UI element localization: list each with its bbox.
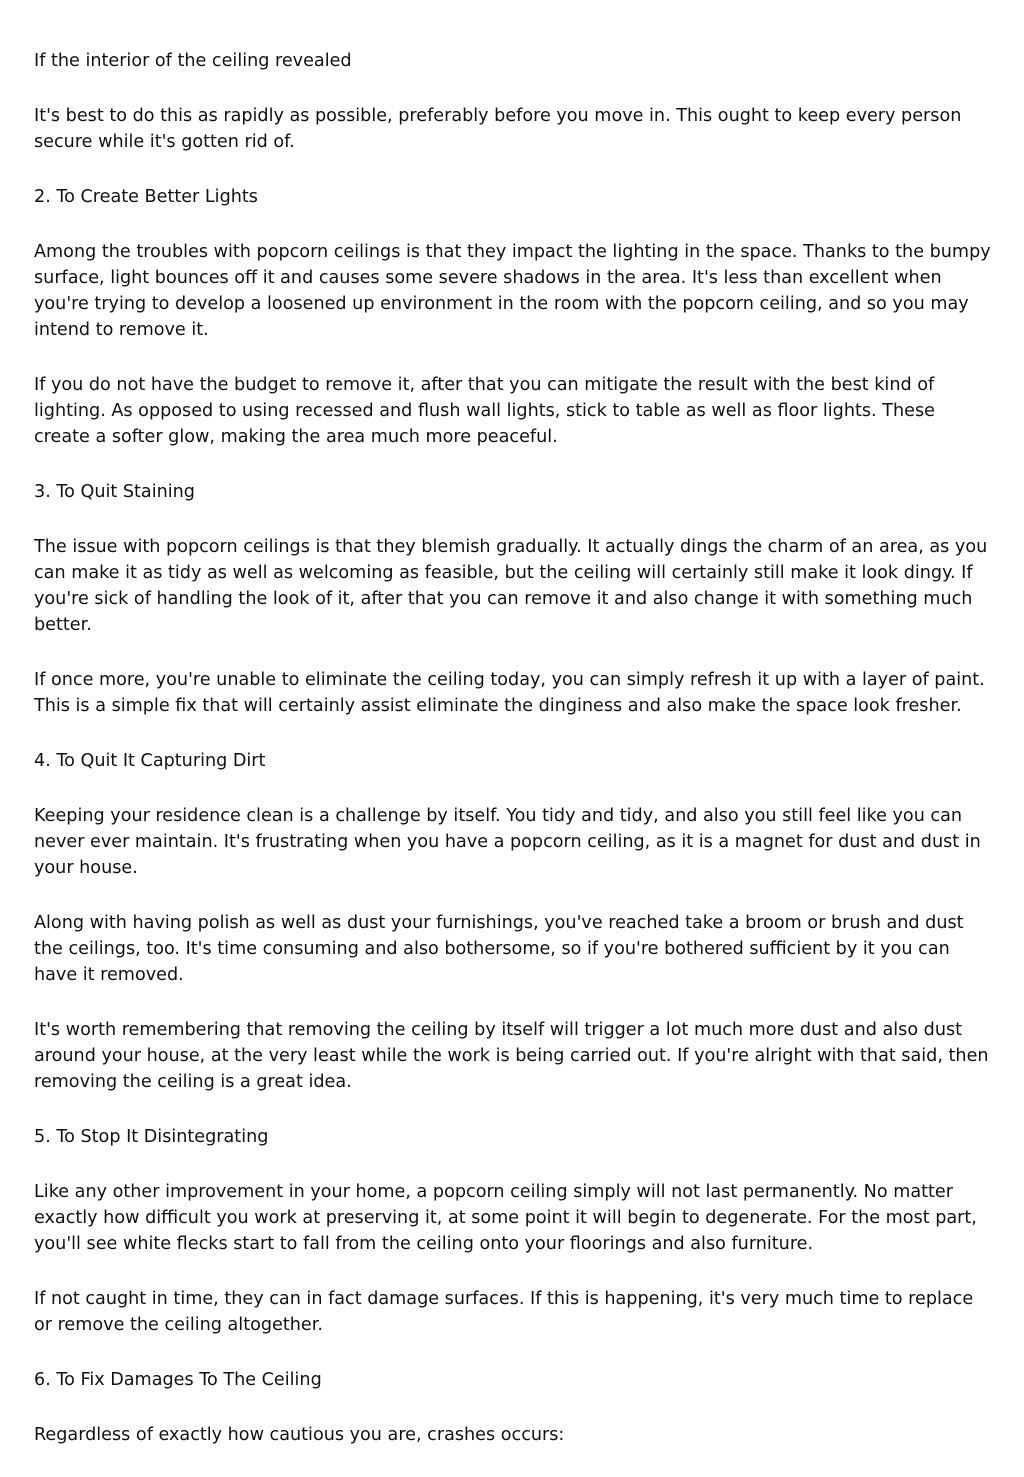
section-heading: 5. To Stop It Disintegrating bbox=[34, 1127, 269, 1147]
paragraph: If once more, you're unable to eliminate the ceiling today, you can simply refresh it up with a layer of paint. This is a simple fix that will certainly assist eliminate the dinginess and also make the space look fresher. bbox=[34, 670, 985, 716]
section-heading: 3. To Quit Staining bbox=[34, 482, 195, 502]
paragraph: Along with having polish as well as dust your furnishings, you've reached take a broom or brush and dust the ceilings, too. It's time consuming and also bothersome, so if you're bothered sufficient by it you can have it removed. bbox=[34, 913, 964, 985]
paragraph: Like any other improvement in your home, a popcorn ceiling simply will not last permanently. No matter exactly how difficult you work at preserving it, at some point it will begin to degenerate. For the most part, you'll see white flecks start to fall from the ceiling onto your floorings and also furniture. bbox=[34, 1182, 977, 1254]
paragraph: Regardless of exactly how cautious you are, crashes occurs: bbox=[34, 1425, 565, 1445]
document-body bbox=[34, 48, 994, 1477]
paragraph: If you do not have the budget to remove it, after that you can mitigate the result with the best kind of lighting. As opposed to using recessed and flush wall lights, stick to table as well as floor lights. These create a softer glow, making the area much more peaceful. bbox=[34, 375, 935, 447]
paragraph-intro-fragment: If the interior of the ceiling revealed bbox=[34, 51, 352, 71]
paragraph: The issue with popcorn ceilings is that they blemish gradually. It actually dings the charm of an area, as you can make it as tidy as well as welcoming as feasible, but the ceiling will certainly still make it look dingy. If you're sick of handling the look of it, after that you can remove it and also change it with something much better. bbox=[34, 537, 988, 635]
paragraph: If not caught in time, they can in fact damage surfaces. If this is happening, it's very much time to replace or remove the ceiling altogether. bbox=[34, 1289, 974, 1335]
paragraph: It's best to do this as rapidly as possible, preferably before you move in. This ought to keep every person secure while it's gotten rid of. bbox=[34, 106, 962, 152]
section-heading: 2. To Create Better Lights bbox=[34, 187, 258, 207]
paragraph: Keeping your residence clean is a challenge by itself. You tidy and tidy, and also you still feel like you can never ever maintain. It's frustrating when you have a popcorn ceiling, as it is a magnet for dust and dust in your house. bbox=[34, 806, 981, 878]
paragraph: It's worth remembering that removing the ceiling by itself will trigger a lot much more dust and also dust around your house, at the very least while the work is being carried out. If you're alright with that said, then removing the ceiling is a great idea. bbox=[34, 1020, 989, 1092]
section-heading: 6. To Fix Damages To The Ceiling bbox=[34, 1370, 322, 1390]
section-heading: 4. To Quit It Capturing Dirt bbox=[34, 751, 266, 771]
paragraph: Among the troubles with popcorn ceilings is that they impact the lighting in the space. Thanks to the bumpy surface, light bounces off it and causes some severe shadows in the area. It's less than excellent when you're trying to develop a loosened up environment in the room with the popcorn ceiling, and so you may intend to remove it. bbox=[34, 242, 991, 340]
